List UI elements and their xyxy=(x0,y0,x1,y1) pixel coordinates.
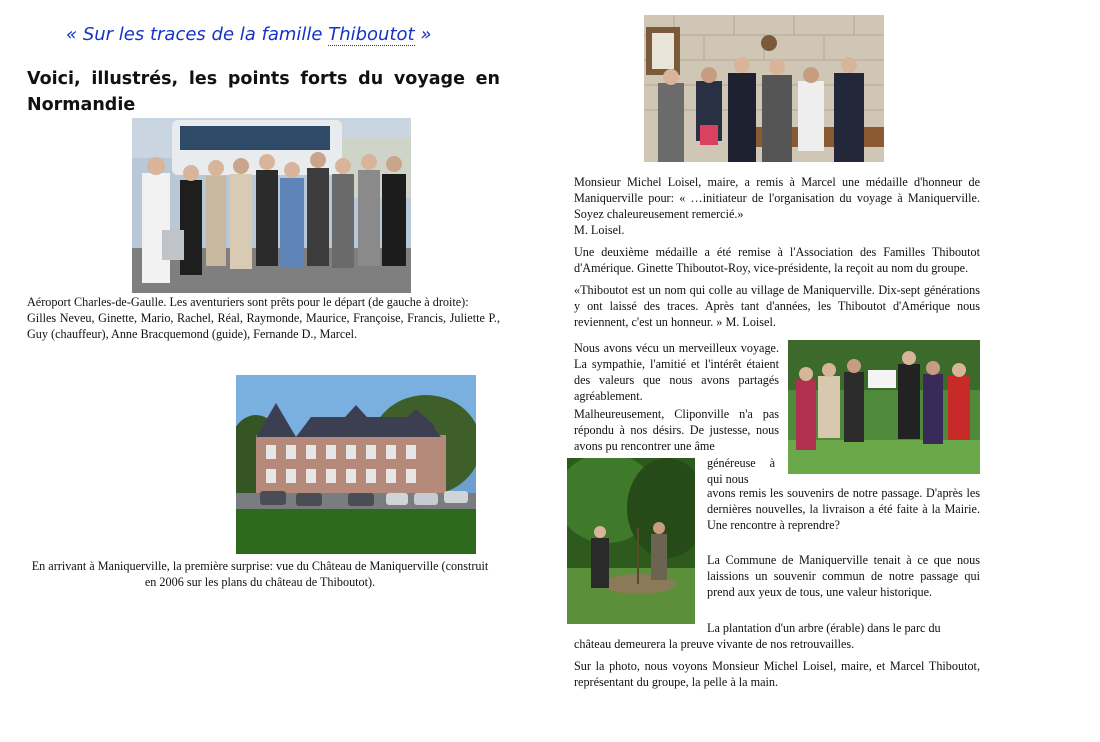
medal-signature: M. Loisel. xyxy=(574,223,625,237)
voyage-paragraph: Nous avons vécu un merveilleux voyage. La sympathie, l'amitié et l'intérêt étaient des valeurs que nous avons partagés agréablement. xyxy=(574,341,779,403)
cliponville-paragraph-a: Malheureusement, Cliponville n'a pas répondu à nos désirs. De justesse, nous avons pu rencontrer une âme xyxy=(574,407,779,453)
cliponville-paragraph-c: avons remis les souvenirs de notre passage. D'après les dernières nouvelles, la livraison a été faite à la Mairie. Une rencontre à reprendre? xyxy=(707,486,980,532)
airport-caption-line1: Aéroport Charles-de-Gaulle. Les aventuriers sont prêts pour le départ (de gauche à droite): xyxy=(27,295,469,309)
title-close: » xyxy=(414,24,432,45)
tree-paragraph-b: château demeurera la preuve vivante de nos retrouvailles. xyxy=(574,637,855,651)
cliponville-paragraph-b: généreuse à qui nous xyxy=(707,456,775,486)
chateau-caption: En arrivant à Maniquerville, la première surprise: vue du Château de Maniquerville (construit en 2006 sur les plans du château de Thiboutot). xyxy=(31,559,489,589)
ceremony-photo xyxy=(644,15,884,162)
airport-caption-names: Gilles Neveu, Ginette, Mario, Rachel, Réal, Raymonde, Maurice, Françoise, Francis, Juliette P., Guy (chauffeur), Anne Bracquemond (guide), Fernande D., Marcel. xyxy=(27,311,500,341)
right-column-text-top xyxy=(574,174,980,330)
article-title xyxy=(66,24,506,45)
photo-description-paragraph: Sur la photo, nous voyons Monsieur Michel Loisel, maire, et Marcel Thiboutot, représentant du groupe, la pelle à la main. xyxy=(574,659,980,689)
mayor-quote-paragraph: «Thiboutot est un nom qui colle au village de Maniquerville. Dix-sept générations y ont laissé des traces. Après tant d'années, les Thiboutot d'Amérique nous reviennent, c'est un honneur. » M. Loisel. xyxy=(574,283,980,329)
tree-paragraph-a: La plantation d'un arbre (érable) dans le parc du xyxy=(707,621,941,635)
tree-planting-photo xyxy=(567,458,695,624)
airport-group-photo xyxy=(132,118,411,293)
chateau-photo xyxy=(236,375,476,554)
second-medal-paragraph: Une deuxième médaille a été remise à l'Association des Familles Thiboutot d'Amérique. Ginette Thiboutot-Roy, vice-présidente, la reçoit au nom du groupe. xyxy=(574,245,980,275)
title-text: « Sur les traces de la famille xyxy=(66,24,329,45)
section-heading: Voici, illustrés, les points forts du voyage en Normandie xyxy=(27,69,500,115)
title-family-name: Thiboutot xyxy=(328,24,415,45)
airport-caption xyxy=(27,294,500,342)
outdoor-group-photo xyxy=(788,340,980,474)
medal-paragraph: Monsieur Michel Loisel, maire, a remis à Marcel une médaille d'honneur de Maniquerville pour: « …initiateur de l'organisation du voyage à Maniquerville. Soyez chaleureusement remercié.» xyxy=(574,175,980,221)
commune-paragraph: La Commune de Maniquerville tenait à ce que nous laissions un souvenir commun de notre passage qui prend aux yeux de tous, une valeur historique. xyxy=(707,553,980,599)
